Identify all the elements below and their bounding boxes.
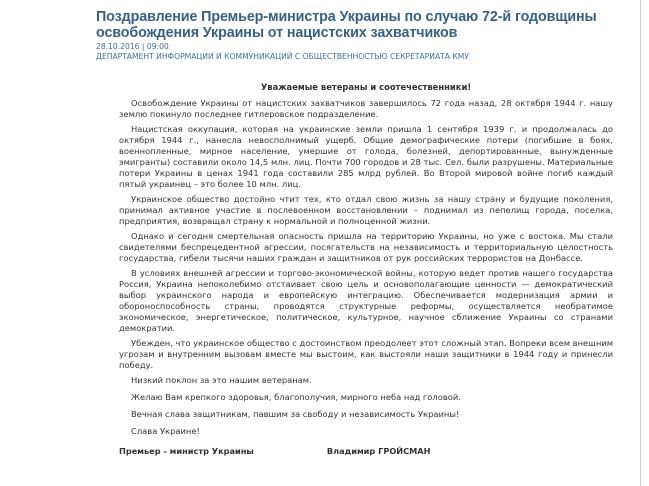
paragraph: Нацистская оккупация, которая на украинские земли пришла 1 сентября 1939 г. и продолжалась до октября 1944 г., нанесла невосполнимый ущерб. Общие демографические потери (погибшие в боях, военнопленные, мирное население, умершие от голода, болезней, депортированные, вынужденные эмигранты) составили около 14,5 млн. лиц. Почти 700 городов и 28 тыс. Сел. были разрушены. Материальные потери Украины в ценах 1941 года составили 285 млрд рублей. Во Второй мировой войне погиб каждый пятый украинец – это более 10 млн. лиц. (119, 124, 613, 189)
signature-role: Премьер - министр Украины (119, 446, 254, 456)
paragraph: Освобождение Украины от нацистских захватчиков завершилось 72 года назад, 28 октября 1944 г. нашу землю покинуло последнее гитлеровское подразделение. (119, 98, 613, 119)
article-title: Поздравление Премьер-министра Украины по случаю 72-й годовщины освобождения Украины от нацистских захватчиков (96, 9, 597, 41)
article-body (119, 82, 613, 457)
paragraph: Украинское общество достойно чтит тех, кто отдал свою жизнь за нашу страну и будущие поколения, принимал активное участие в послевоенном восстановлении – поднимал из пепелищ города, поселка, предприятия, возвращал страну к нормальной и полноценной жизни. (119, 194, 613, 226)
paragraph: Убежден, что украинское общество с достоинством преодолеет этот сложный этап. Вопреки всем внешним угрозам и внутренним вызовам вместе мы выстоим, как выстояли наши защитники в 1944 году и принесли победу. (119, 338, 613, 370)
closing-line: Низкий поклон за это нашим ветеранам. (131, 375, 312, 385)
greeting: Уважаемые ветераны и соотечественники! (260, 82, 472, 92)
article-header (96, 9, 626, 62)
paragraph: В условиях внешней агрессии и торгово-экономической войны, которую ведет против нашего государства Россия, Украина непоколебимо отстаивает свою цель и основополагающие ценности — демократический выбор украинского народа и европейскую интеграцию. Обеспечивается модернизация армии и обороноспособность страны, проводятся структурные реформы, осуществляется необратимое экономическое, энергетическое, политическое, культурное, научное сближение Украины со странами демократии. (119, 268, 613, 333)
signature (119, 446, 613, 457)
closing-line: Вечная слава защитникам, павшим за свободу и независимость Украины! (131, 409, 460, 419)
closing-line: Слава Украине! (131, 426, 200, 436)
department-link[interactable]: ДЕПАРТАМЕНТ ИНФОРМАЦИИ И КОММУНИКАЦИЙ С ОБЩЕСТВЕННОСТЬЮ СЕКРЕТАРИАТА КМУ (96, 52, 469, 61)
paragraph: Однако и сегодня смертельная опасность пришла на территорию Украины, но уже с востока. Мы стали свидетелями беспрецедентной агрессии, посягательств на независимость и территориальную целостность государства, гибели тысячи наших граждан и защитников от рук российских террористов на Донбассе. (119, 231, 613, 263)
closing-line: Желаю Вам крепкого здоровья, благополучия, мирного неба над головой. (131, 392, 461, 402)
publish-date: 28.10.2016 | 09:00 (96, 42, 169, 51)
content-border (640, 0, 641, 486)
signature-name: Владимир ГРОЙСМАН (326, 446, 431, 456)
